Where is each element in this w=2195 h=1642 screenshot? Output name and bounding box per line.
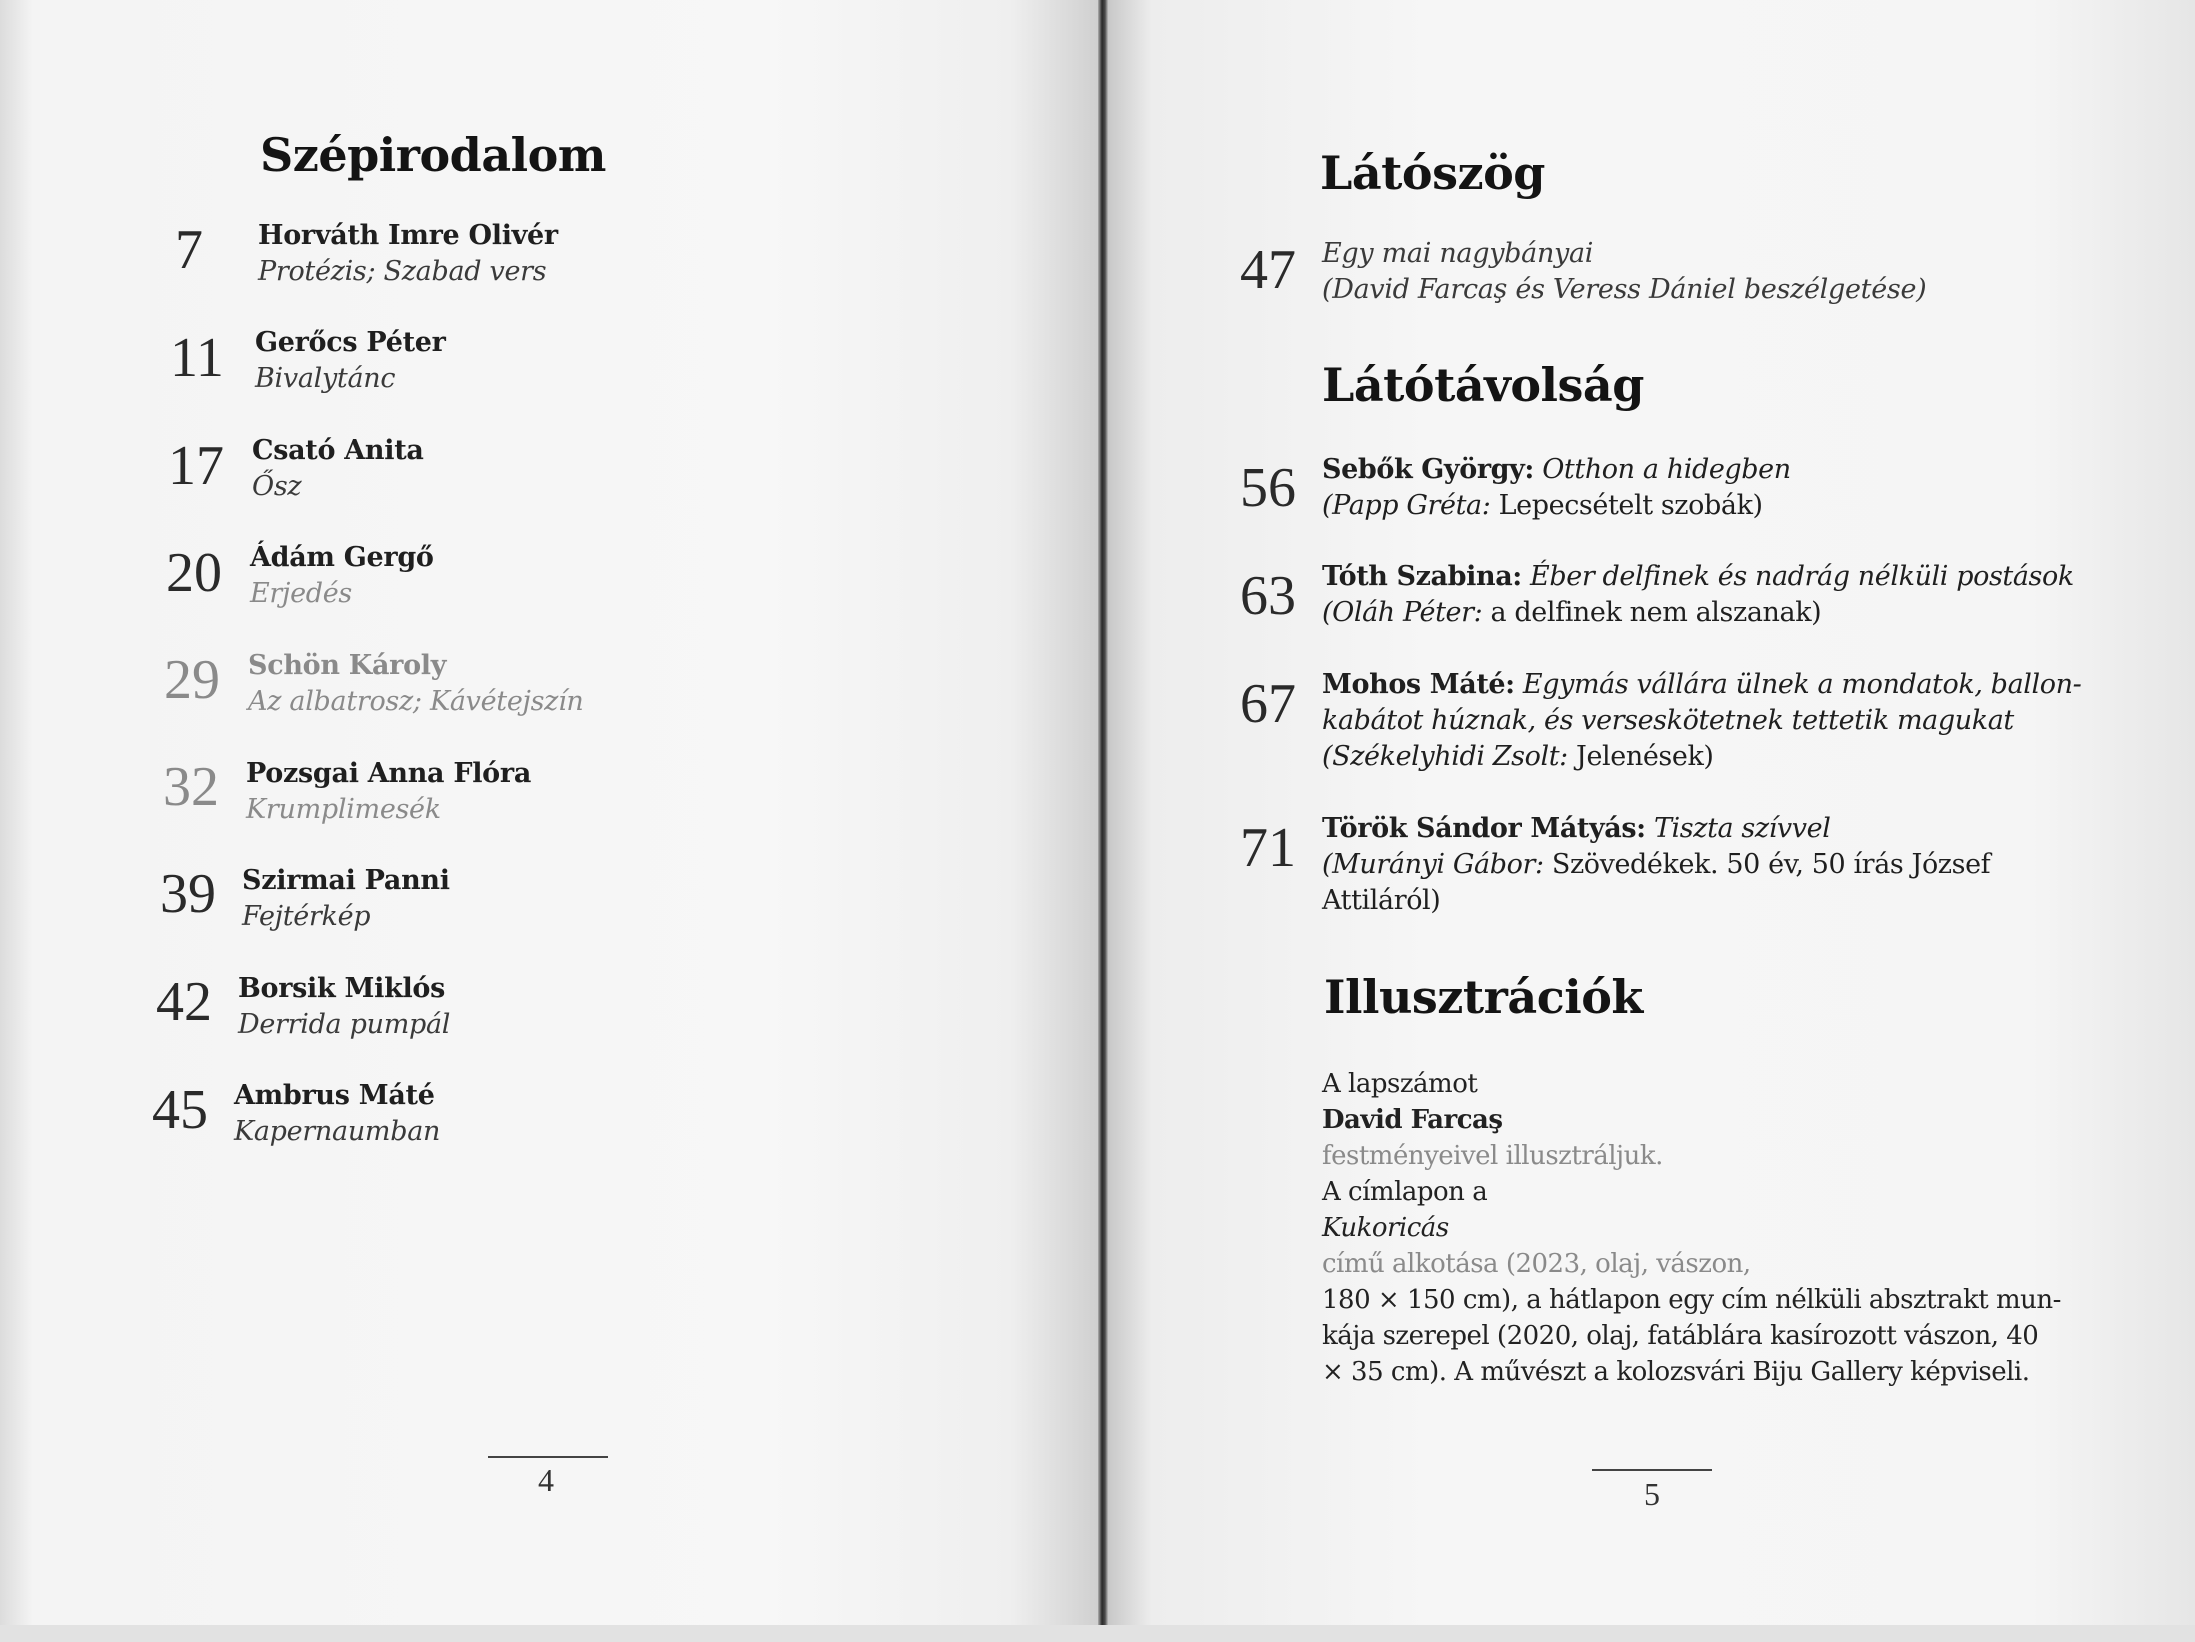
toc-page-number: 29: [164, 649, 220, 711]
review-author: Török Sándor Mátyás:: [1322, 813, 1646, 844]
toc-author: Pozsgai Anna Flóra: [246, 758, 532, 789]
toc-page-number: 56: [1240, 457, 1296, 519]
toc-page-number: 11: [170, 327, 224, 389]
page-number-rule: [1592, 1469, 1712, 1471]
book-title: Lepecsételt szobák): [1498, 490, 1763, 521]
toc-title: Erjedés: [250, 578, 352, 609]
book-author: (Papp Gréta:: [1322, 490, 1491, 521]
toc-author: Horváth Imre Olivér: [258, 220, 558, 251]
toc-page-number: 39: [160, 863, 216, 925]
artist-name: David Farcaş: [1322, 1105, 1503, 1135]
section-heading-szepirodalom: Szépirodalom: [260, 128, 606, 182]
page-number-rule: [488, 1456, 608, 1458]
toc-title: Kapernaumban: [234, 1116, 441, 1147]
book-author: (Oláh Péter:: [1322, 597, 1483, 628]
toc-author: Csató Anita: [252, 435, 424, 466]
toc-author: Ádám Gergő: [250, 542, 434, 573]
illustrations-paragraph: [1322, 1066, 2062, 1390]
book-author: (Székelyhidi Zsolt:: [1322, 741, 1568, 772]
toc-page-number: 17: [168, 435, 224, 497]
review-author: Mohos Máté:: [1322, 669, 1515, 700]
toc-subtitle: (David Farcaş és Veress Dániel beszélgetése): [1322, 274, 1927, 305]
toc-author: Borsik Miklós: [238, 973, 446, 1004]
review-title: Otthon a hidegben: [1542, 454, 1791, 485]
toc-author: Schön Károly: [248, 650, 447, 681]
illus-text: kája szerepel (2020, olaj, fatáblára kasírozott vászon, 40: [1322, 1321, 2039, 1351]
toc-title: Ősz: [252, 471, 302, 502]
illus-text: című alkotása (2023, olaj, vászon,: [1322, 1249, 1751, 1279]
section-heading-latoszog: Látószög: [1320, 146, 1545, 200]
book-spine: [1098, 0, 1108, 1625]
section-heading-illusztraciok: Illusztrációk: [1324, 970, 1643, 1024]
toc-page-number: 63: [1240, 565, 1296, 627]
illus-text: A címlapon a: [1322, 1177, 1488, 1207]
toc-page-number: 20: [166, 542, 222, 604]
toc-author: Gerőcs Péter: [255, 327, 446, 358]
review-author: Sebők György:: [1322, 454, 1534, 485]
book-title: a delfinek nem alszanak): [1490, 597, 1822, 628]
artwork-title: Kukoricás: [1322, 1213, 1449, 1243]
toc-title: Derrida pumpál: [238, 1009, 451, 1040]
toc-title: Protézis; Szabad vers: [258, 256, 547, 287]
review-title: Egymás vállára ülnek a mondatok, ballon-: [1522, 669, 2082, 700]
toc-title: Bivalytánc: [255, 363, 396, 394]
toc-page-number: 45: [152, 1079, 208, 1141]
toc-page-number: 71: [1240, 817, 1296, 879]
toc-page-number: 47: [1240, 239, 1296, 301]
book-title-cont: Attiláról): [1322, 885, 1441, 916]
toc-page-number: 32: [163, 756, 219, 818]
toc-page-number: 7: [175, 219, 203, 281]
toc-author: Ambrus Máté: [234, 1080, 435, 1111]
toc-title: Krumplimesék: [246, 794, 441, 825]
illus-text: × 35 cm). A művészt a kolozsvári Biju Gallery képviseli.: [1322, 1357, 2030, 1387]
illus-text: A lapszámot: [1322, 1069, 1478, 1099]
toc-page-number: 42: [156, 971, 212, 1033]
book-author: (Murányi Gábor:: [1322, 849, 1544, 880]
review-author: Tóth Szabina:: [1322, 561, 1522, 592]
review-title: Éber delfinek és nadrág nélküli postások: [1530, 561, 2074, 592]
page-number: 4: [538, 1462, 554, 1498]
section-heading-latotavolsag: Látótávolság: [1322, 358, 1644, 412]
toc-title: Egy mai nagybányai: [1322, 238, 1594, 269]
illus-text: festményeivel illusztráljuk.: [1322, 1141, 1663, 1171]
book-title: Jelenések): [1576, 741, 1714, 772]
review-title: Tiszta szívvel: [1653, 813, 1831, 844]
toc-author: Szirmai Panni: [242, 865, 450, 896]
toc-title: Fejtérkép: [242, 901, 371, 932]
review-title-cont: kabátot húznak, és verseskötetnek tettetik magukat: [1322, 705, 2014, 736]
toc-title: Az albatrosz; Kávétejszín: [248, 686, 584, 717]
page-number: 5: [1644, 1476, 1660, 1512]
left-page: [0, 0, 1098, 1625]
scan-bottom-edge: [0, 1625, 2195, 1642]
toc-page-number: 67: [1240, 673, 1296, 735]
book-title: Szövedékek. 50 év, 50 írás József: [1551, 849, 1991, 880]
illus-text: 180 × 150 cm), a hátlapon egy cím nélküli absztrakt mun-: [1322, 1285, 2061, 1315]
